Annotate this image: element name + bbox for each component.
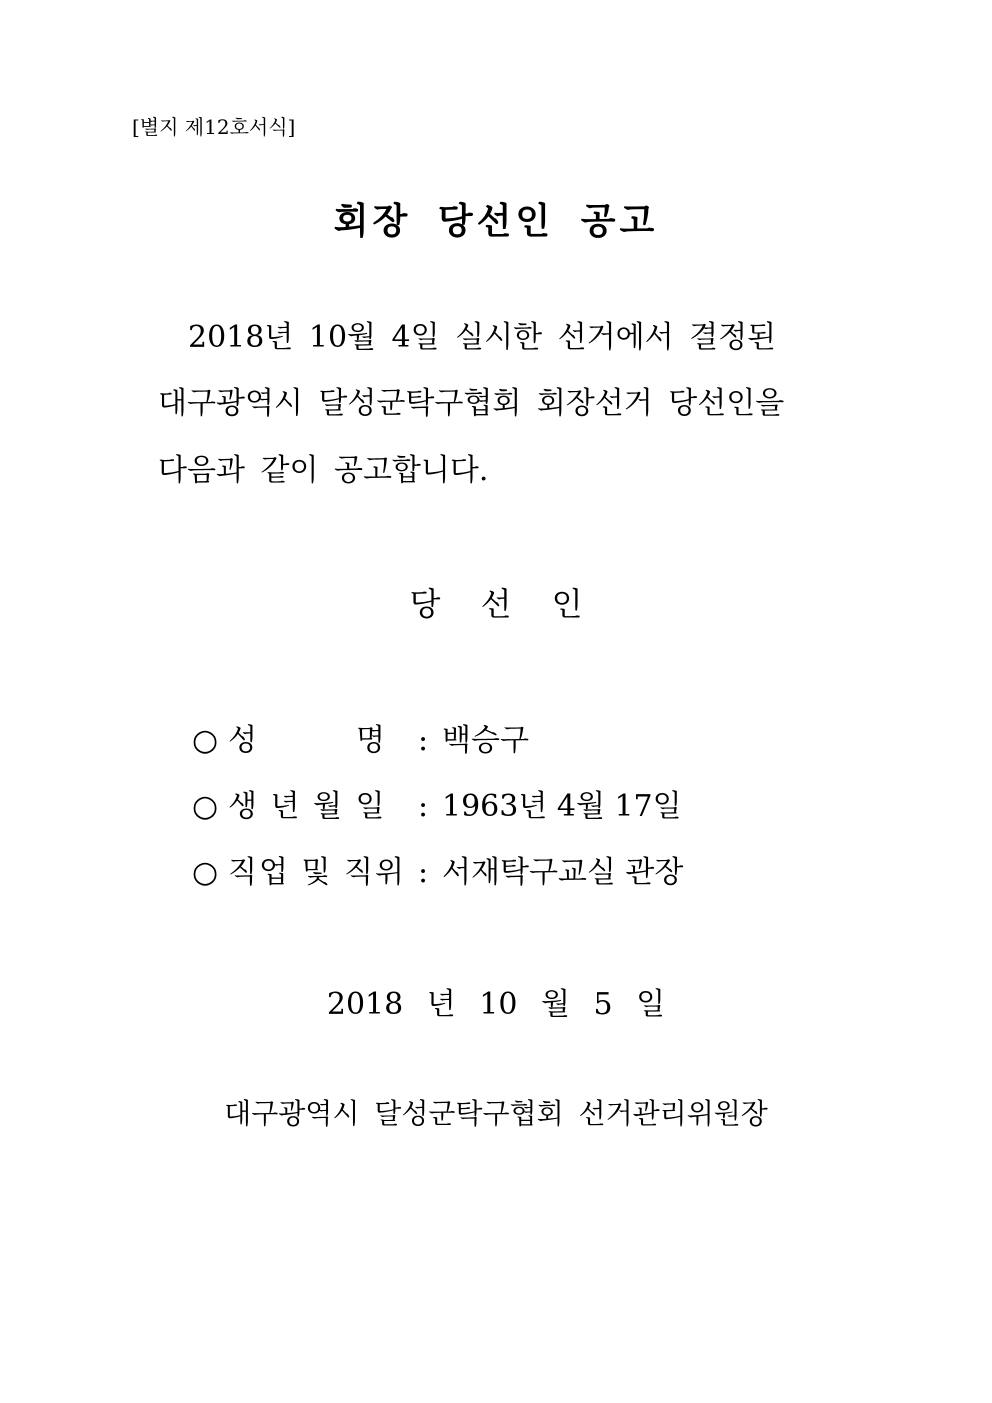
announcement-date: 2018 년 10 월 5 일 xyxy=(326,987,666,1022)
issuer-signature: 대구광역시 달성군탁구협회 선거관리위원장 xyxy=(224,1097,768,1130)
form-label: [별지 제12호서식] xyxy=(132,115,296,139)
detail-colon: : xyxy=(418,855,429,890)
page-title: 회장 당선인 공고 xyxy=(333,200,659,242)
body-line-2: 대구광역시 달성군탁구협회 회장선거 당선인을 xyxy=(158,386,785,421)
detail-value-birthdate: 1963년 4월 17일 xyxy=(442,789,682,824)
circle-bullet-icon: ○ xyxy=(192,855,219,890)
label-char-1: 성 xyxy=(228,723,259,758)
section-heading-elected: 당 선 인 xyxy=(409,585,583,623)
detail-value-name: 백승구 xyxy=(442,723,529,758)
detail-value-occupation: 서재탁구교실 관장 xyxy=(442,855,684,890)
detail-label-birthdate: 생 년 월 일 xyxy=(228,789,387,824)
body-line-1: 2018년 10월 4일 실시한 선거에서 결정된 xyxy=(188,320,777,355)
body-line-3: 다음과 같이 공고합니다. xyxy=(158,453,489,488)
detail-label-occupation: 직업 및 직위 xyxy=(228,855,406,890)
circle-bullet-icon: ○ xyxy=(192,789,219,824)
circle-bullet-icon: ○ xyxy=(192,723,219,758)
label-char-2: 명 xyxy=(356,723,387,758)
detail-colon: : xyxy=(418,723,429,758)
detail-colon: : xyxy=(418,789,429,824)
